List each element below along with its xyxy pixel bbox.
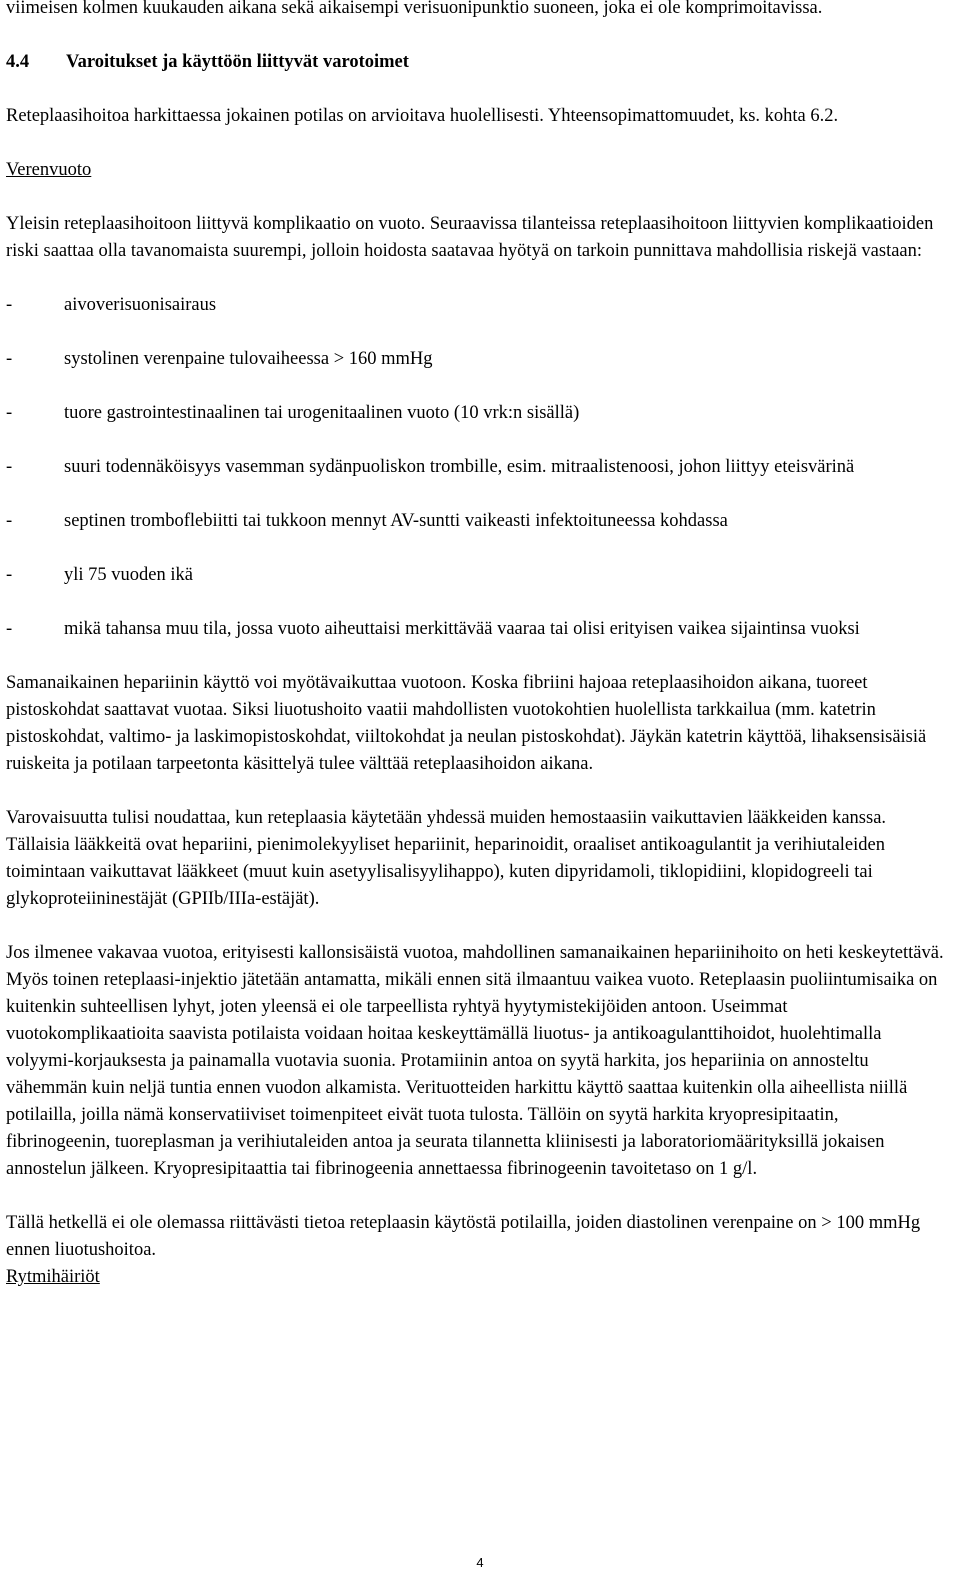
bullet-marker: -: [6, 349, 13, 369]
intro-text: viimeisen kolmen kuukauden aikana sekä aikaisempi verisuonipunktio suoneen, joka ei ole komprimoitavissa.: [6, 0, 823, 18]
list-item-text: aivoverisuonisairaus: [64, 295, 217, 315]
list-item: [6, 346, 946, 373]
list-item: [6, 508, 946, 535]
section-title: Varoitukset ja käyttöön liittyvät varotoimet: [66, 52, 409, 72]
page-number: 4: [476, 1555, 484, 1570]
bullet-marker: -: [6, 511, 13, 531]
subheading-bleeding: Verenvuoto: [6, 160, 92, 180]
section-heading: [6, 49, 946, 76]
paragraph-caution: Varovaisuutta tulisi noudattaa, kun reteplaasia käytetään yhdessä muiden hemostaasiin vaikuttavien lääkkeiden kanssa. Tällaisia lääkkeitä ovat hepariini, pienimolekyyliset hepariinit, heparinoidit, oraaliset antikoagulantit ja verihiutaleiden toimintaan vaikuttavat lääkkeet (muut kuin asetyylisalisyylihappo), kuten dipyridamoli, tiklopidiini, klopidogreeli tai glykoproteiininestäjät (GPIIb/IIIa-estäjät).: [6, 808, 887, 909]
list-item: [6, 616, 946, 643]
list-item-text: yli 75 vuoden ikä: [64, 565, 193, 585]
list-item-text: mikä tahansa muu tila, jossa vuoto aiheuttaisi merkittävää vaaraa tai olisi erityisen vaikea sijaintinsa vuoksi: [64, 619, 860, 639]
bullet-marker: -: [6, 565, 13, 585]
list-item: [6, 454, 946, 481]
section-number: 4.4: [6, 52, 30, 72]
bullet-marker: -: [6, 403, 13, 423]
bullet-marker: -: [6, 295, 13, 315]
paragraph-heparin: Samanaikainen hepariinin käyttö voi myötävaikuttaa vuotoon. Koska fibriini hajoaa reteplaasihoidon aikana, tuoreet pistoskohdat saattavat vuotaa. Siksi liuotushoito vaatii mahdollisten vuotokohtien huolellista tarkkailua (mm. katetrin pistoskohdat, valtimo- ja laskimopistoskohdat, viiltokohdat ja neulan pistoskohdat). Jäykän katetrin käyttöä, lihaksensisäisiä ruiskeita ja potilaan tarpeetonta käsittelyä tulee välttää reteplaasihoidon aikana.: [6, 673, 927, 774]
paragraph-bleeding-intro: Yleisin reteplaasihoitoon liittyvä komplikaatio on vuoto. Seuraavissa tilanteissa reteplaasihoitoon liittyvien komplikaatioiden riski saattaa olla tavanomaista suurempi, jolloin hoidosta saatavaa hyötyä on tarkoin punnittava mahdollisia riskejä vastaan:: [6, 214, 934, 261]
document-page: [6, 0, 946, 1291]
paragraph-evaluation: Reteplaasihoitoa harkittaessa jokainen potilas on arvioitava huolellisesti. Yhteensopimattomuudet, ks. kohta 6.2.: [6, 106, 839, 126]
bullet-marker: -: [6, 457, 13, 477]
list-item: [6, 292, 946, 319]
bullet-marker: -: [6, 619, 13, 639]
paragraph-severe-bleeding: Jos ilmenee vakavaa vuotoa, erityisesti kallonsisäistä vuotoa, mahdollinen samanaikainen hepariinihoito on heti keskeytettävä. Myös toinen reteplaasi-injektio jätetään antamatta, mikäli ennen sitä ilmaantuu vaikea vuoto. Reteplaasin puoliintumisaika on kuitenkin suhteellisen lyhyt, joten yleensä ei ole tarpeellista ryhtyä hyytymistekijöiden antoon. Useimmat vuotokomplikaatioita saavista potilaista voidaan hoitaa keskeyttämällä liuotus- ja antikoagulanttihoidot, huolehtimalla volyymi-korjauksesta ja painamalla vuotavia suonia. Protamiinin antoa on syytä harkita, jos hepariinia on annosteltu vähemmän kuin neljä tuntia ennen vuodon alkamista. Verituotteiden harkittu käyttö saattaa kuitenkin olla aiheellista niillä potilailla, joilla nämä konservatiiviset toimenpiteet eivät tuota tulosta. Tällöin on syytä harkita kryopresipitaatin, fibrinogeenin, tuoreplasman ja verihiutaleiden antoa ja seurata tilannetta kliinisesti ja laboratoriomäärityksillä jokaisen annostelun jälkeen. Kryopresipitaattia tai fibrinogeenia annettaessa fibrinogeenin tavoitetaso on 1 g/l.: [6, 943, 944, 1179]
list-item-text: tuore gastrointestinaalinen tai urogenitaalinen vuoto (10 vrk:n sisällä): [64, 403, 580, 423]
list-item-text: septinen tromboflebiitti tai tukkoon mennyt AV-suntti vaikeasti infektoituneessa kohdassa: [64, 511, 728, 531]
subheading-arrhythmias: Rytmihäiriöt: [6, 1267, 100, 1287]
list-item-text: systolinen verenpaine tulovaiheessa > 160 mmHg: [64, 349, 433, 369]
paragraph-diastolic: Tällä hetkellä ei ole olemassa riittävästi tietoa reteplaasin käytöstä potilailla, joiden diastolinen verenpaine on > 100 mmHg ennen liuotushoitoa.: [6, 1213, 921, 1260]
list-item-text: suuri todennäköisyys vasemman sydänpuoliskon trombille, esim. mitraalistenoosi, johon liittyy eteisvärinä: [64, 457, 855, 477]
list-item: [6, 562, 946, 589]
list-item: [6, 400, 946, 427]
risk-list: [6, 292, 946, 643]
